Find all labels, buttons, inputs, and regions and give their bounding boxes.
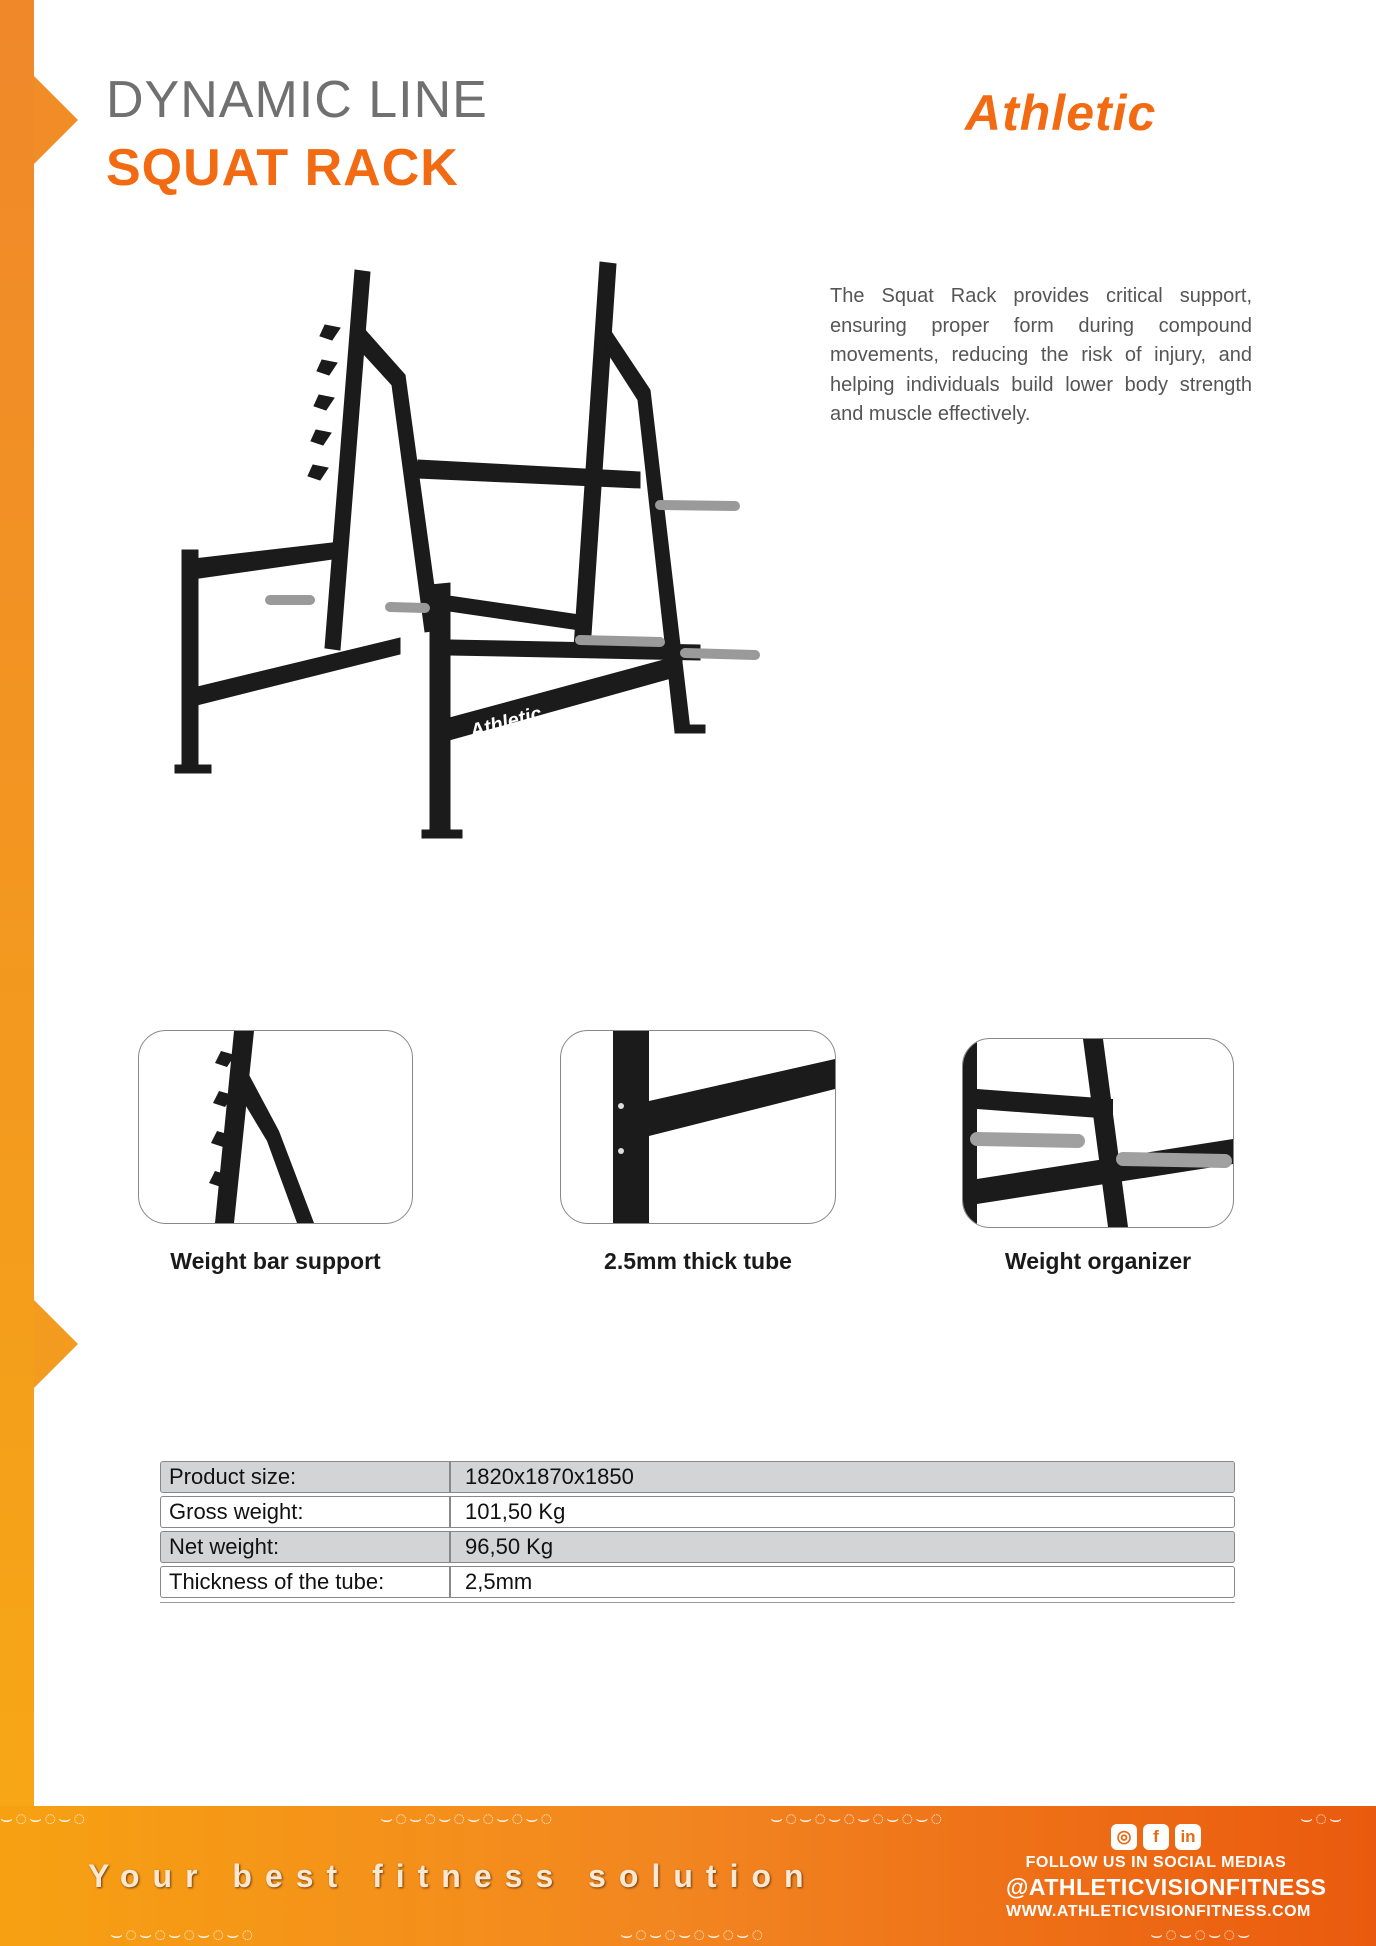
feature-caption: Weight bar support [170,1248,381,1274]
product-description: The Squat Rack provides critical support, ensuring proper form during compound movements, reducing the risk of injury, and helping individuals build lower body strength and muscle effectively. [830,285,1252,425]
feature-image-frame [138,1030,413,1224]
footer-banner [0,1806,1376,1946]
feature-image-frame [962,1038,1234,1228]
social-block [1006,1824,1327,1921]
spec-row-tube-thickness [160,1566,1235,1598]
spec-row-product-size [160,1461,1235,1493]
footer-pattern: ⌣◌⌣◌⌣◌ [0,1808,88,1830]
instagram-icon[interactable]: ◎ [1111,1824,1137,1850]
footer-pattern: ⌣◌⌣◌⌣◌⌣◌⌣◌⌣◌ [380,1808,555,1830]
spec-row-gross-weight [160,1496,1235,1528]
linkedin-icon[interactable]: in [1175,1824,1201,1850]
specs-table [160,1458,1235,1601]
feature-thick-tube [560,1030,836,1274]
spec-label: Thickness of the tube: [160,1566,450,1598]
feature-image-frame [560,1030,836,1224]
weight-organizer-image [963,1039,1233,1227]
footer-pattern: ⌣◌⌣ [1300,1808,1345,1830]
accent-arrow-middle [34,1300,78,1388]
left-accent-bar [0,0,34,1806]
footer-pattern: ⌣◌⌣◌⌣◌⌣◌⌣◌⌣◌ [770,1808,945,1830]
feature-weight-bar-support [138,1030,413,1274]
spec-value: 2,5mm [450,1566,1235,1598]
footer-pattern: ⌣◌⌣◌⌣◌⌣◌⌣◌ [620,1924,766,1946]
social-handle[interactable]: @ATHLETICVISIONFITNESS [1006,1874,1327,1900]
facebook-icon[interactable]: f [1143,1824,1169,1850]
footer-tagline: Your best fitness solution [88,1858,817,1894]
spec-value: 1820x1870x1850 [450,1461,1235,1493]
specs-bottom-rule [160,1602,1235,1603]
spec-row-net-weight [160,1531,1235,1563]
brand-logo: Athletic [965,85,1157,141]
spec-label: Product size: [160,1461,450,1493]
accent-arrow-top [34,76,78,164]
social-icons [1006,1824,1306,1850]
product-line-label: DYNAMIC LINE [106,71,488,129]
footer-pattern: ⌣◌⌣◌⌣◌⌣◌⌣◌ [110,1924,256,1946]
spec-value: 96,50 Kg [450,1531,1235,1563]
website-link[interactable]: WWW.ATHLETICVISIONFITNESS.COM [1006,1903,1311,1920]
feature-weight-organizer [962,1038,1234,1274]
thick-tube-image [561,1031,835,1223]
feature-caption: Weight organizer [1004,1248,1192,1274]
follow-label: FOLLOW US IN SOCIAL MEDIAS [1025,1854,1287,1871]
footer-pattern: ⌣◌⌣◌⌣◌⌣ [1150,1924,1253,1946]
squat-rack-image [160,250,780,840]
spec-value: 101,50 Kg [450,1496,1235,1528]
product-title: SQUAT RACK [106,139,459,197]
feature-caption: 2.5mm thick tube [604,1248,792,1274]
weight-bar-support-image [139,1031,412,1223]
rack-logo: Athletic [467,702,545,743]
spec-label: Net weight: [160,1531,450,1563]
spec-label: Gross weight: [160,1496,450,1528]
